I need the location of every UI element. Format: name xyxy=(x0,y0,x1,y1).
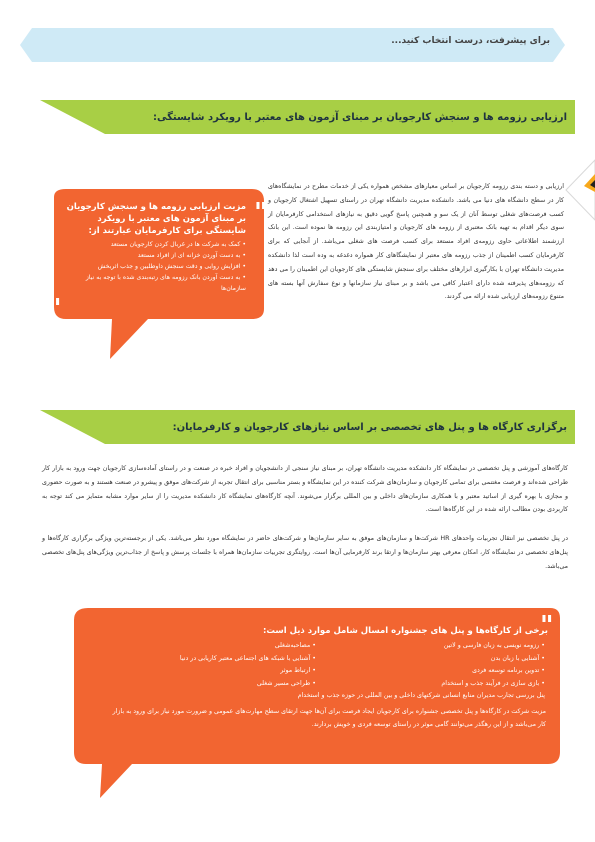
svg-text:": " xyxy=(254,198,268,228)
callout2-item: پنل بررسی تجارب مدیران منابع انسانی شرکتهای داخلی و بین المللی در حوزه جذب و استخدام xyxy=(297,692,545,699)
callout1-list xyxy=(62,239,246,294)
section1-paragraph: ارزیابی و دسته بندی رزومه کارجویان بر اساس معیارهای مشخص همواره یکی از خدمات مطرح در نمایشگاه‌های کار در سطح دانشگاه های دنیا می باشد. دانشکده مدیریت دانشگاه تهران در راستای تسهیل اشتغال کارجویان و کسب فرصت‌های شغلی توسط آنان از یک سو و همچنین پاسخ گویی دقیق به نیازهای استخدامی کارفرمایان از سوی دیگر اقدام به تهیه بانک معتبری از رزومه های کارجویان و امتیازبندی این رزومه ها نموده است. این بانک ارزشمند اطلاعاتی حاوی رزومه‌ی افراد مستعد برای کسب فرصت‌ های شغلی می‌باشد. از آنجایی که برای کارفرمایان کسب اطمینان از جذب رزومه های معتبر از نمایشگاهای کار همواره دغدغه به وده است لذا دانشکده مدیریت دانشگاه تهران با بکارگیری ابزارهای مختلف برای سنجش شایستگی های کارجویان این اطمینان را می دهد که رزومه‌های پذیرفته شده دارای اعتبار کافی می باشد و بر مبنای نیاز سازمانها و نوع سفارش آنها بسته های متنوع رزومه‌های ارزیابی شده ارائه می گردند. xyxy=(268,183,564,301)
callout2-item: • طراحی مسیر شغلی xyxy=(120,678,316,691)
section2-paragraph2: در پنل تخصصی نیز انتقال تجربیات واحدهای HR شرکت‌ها و سازمان‌های موفق به سایر سازمان‌ها و شرکت‌های حاضر در نمایشگاه مورد نظر می‌باشد. یکی از برجسته‌ترین ویژگی برگزاری کارگاه‌ها و پنل‌های تخصصی در نمایشگاه کار، امکان معرفی بهتر سازمان‌ها و ارتقا برند کارفرمایی آن‌ها است. روایتگری تجربیات سازمان‌ها همراه با جلسات پرسش و پاسخ از جذاب‌ترین ویژگی‌های پنل‌های تخصصی می‌باشد. xyxy=(42,535,568,570)
section2-title: برگزاری کارگاه ها و پنل های تخصصی بر اساس نیازهای کارجویان و کارفرمایان: xyxy=(172,422,567,433)
callout1-title: مزیت ارزیابی رزومه ها و سنجش کارجویان بر مبنای آزمون های معتبر با رویکرد شایستگی برای کارفرمایان عبارتند از: xyxy=(66,202,246,236)
callout2-item: • رزومه نویسی به زبان فارسی و لاتین xyxy=(320,640,545,653)
callout2-item: • تدوین برنامه توسعه فردی xyxy=(320,665,545,678)
svg-text:": " xyxy=(62,739,76,769)
callout1-item: • افزایش روایی و دقت سنجش داوطلبین و جذب اثربخش xyxy=(62,261,246,272)
callout2-item: • آشنایی با شبکه های اجتماعی معتبر کاریابی در دنیا xyxy=(120,653,316,666)
callout2-paragraph: مزیت شرکت در کارگاه‌ها و پنل تخصصی جشنواره برای کارجویان ایجاد فرصت برای آن‌ها جهت ارتقای سطح مهارت‌های عمومی و ضرورت مورد نیاز برای ورود به بازار کار می‌باشد و از این رهگذر می‌توانند گامی موثر در راستای توسعه فردی و خویش بردارند. xyxy=(112,708,546,728)
callout1-item: • به دست آوردن بانک رزومه های رتبه‌بندی شده با توجه به نیاز سازمان‌ها xyxy=(62,272,246,294)
svg-text:": " xyxy=(48,294,62,324)
corner-decoration xyxy=(560,160,595,220)
callout2-title: برخی از کارگاه‌ها و پنل های جشنواره امسال شامل موارد ذیل است: xyxy=(263,626,548,636)
callout1-content xyxy=(62,201,246,294)
callout2-panel-item xyxy=(160,690,545,703)
callout1-item: • به دست آوردن خزانه ای از افراد مستعد xyxy=(62,250,246,261)
callout1-item: • کمک به شرکت ها در غربال کردن کارجویان مستعد xyxy=(62,239,246,250)
callout2-item: • آشنایی با زبان بدن xyxy=(320,653,545,666)
callout2-item: • مصاحبه‌شغلی xyxy=(120,640,316,653)
svg-text:": " xyxy=(540,611,554,641)
top-banner-text: برای پیشرفت، درست انتخاب کنید... xyxy=(391,36,550,46)
callout2-item: • بازی سازی در فرآیند جذب و استخدام xyxy=(320,678,545,691)
callout2-item: • ارتباط موثر xyxy=(120,665,316,678)
section2-paragraph1: کارگاه‌های آموزشی و پنل تخصصی در نمایشگاه کار دانشکده مدیریت دانشگاه تهران، بر مبنای نیاز سنجی از دانشجویان و افراد خبره در صنعت و در راستای آماده‌سازی کارجویان جهت ورود به بازار کار طراحی شده‌اند و فرصت مغتنمی برای تمامی کارجویان و سازمان‌های شرکت کننده در این نمایشگاه و بستر مناسبی برای انتقال تجربه از شرکت‌های موفق و پیشرو در صنعت هستند و به صورت حضوری و مجازی با بهره گیری از اساتید معتبر و با همکاری سازمان‌های داخلی و بین المللی برگزار می‌شوند. آنچه کارگاه‌های نمایشگاه کار دانشکده مدیریت را از سایر موارد مشابه متمایز می کند توجه به کاربردی بودن مطالب ارائه شده در این کارگاه‌ها است. xyxy=(42,465,568,514)
section1-title: ارزیابی رزومه ها و سنجش کارجویان بر مبنای آزمون های معتبر با رویکرد شایستگی: xyxy=(152,112,567,123)
callout2-list-left xyxy=(120,640,316,690)
callout2-list-right xyxy=(320,640,545,690)
